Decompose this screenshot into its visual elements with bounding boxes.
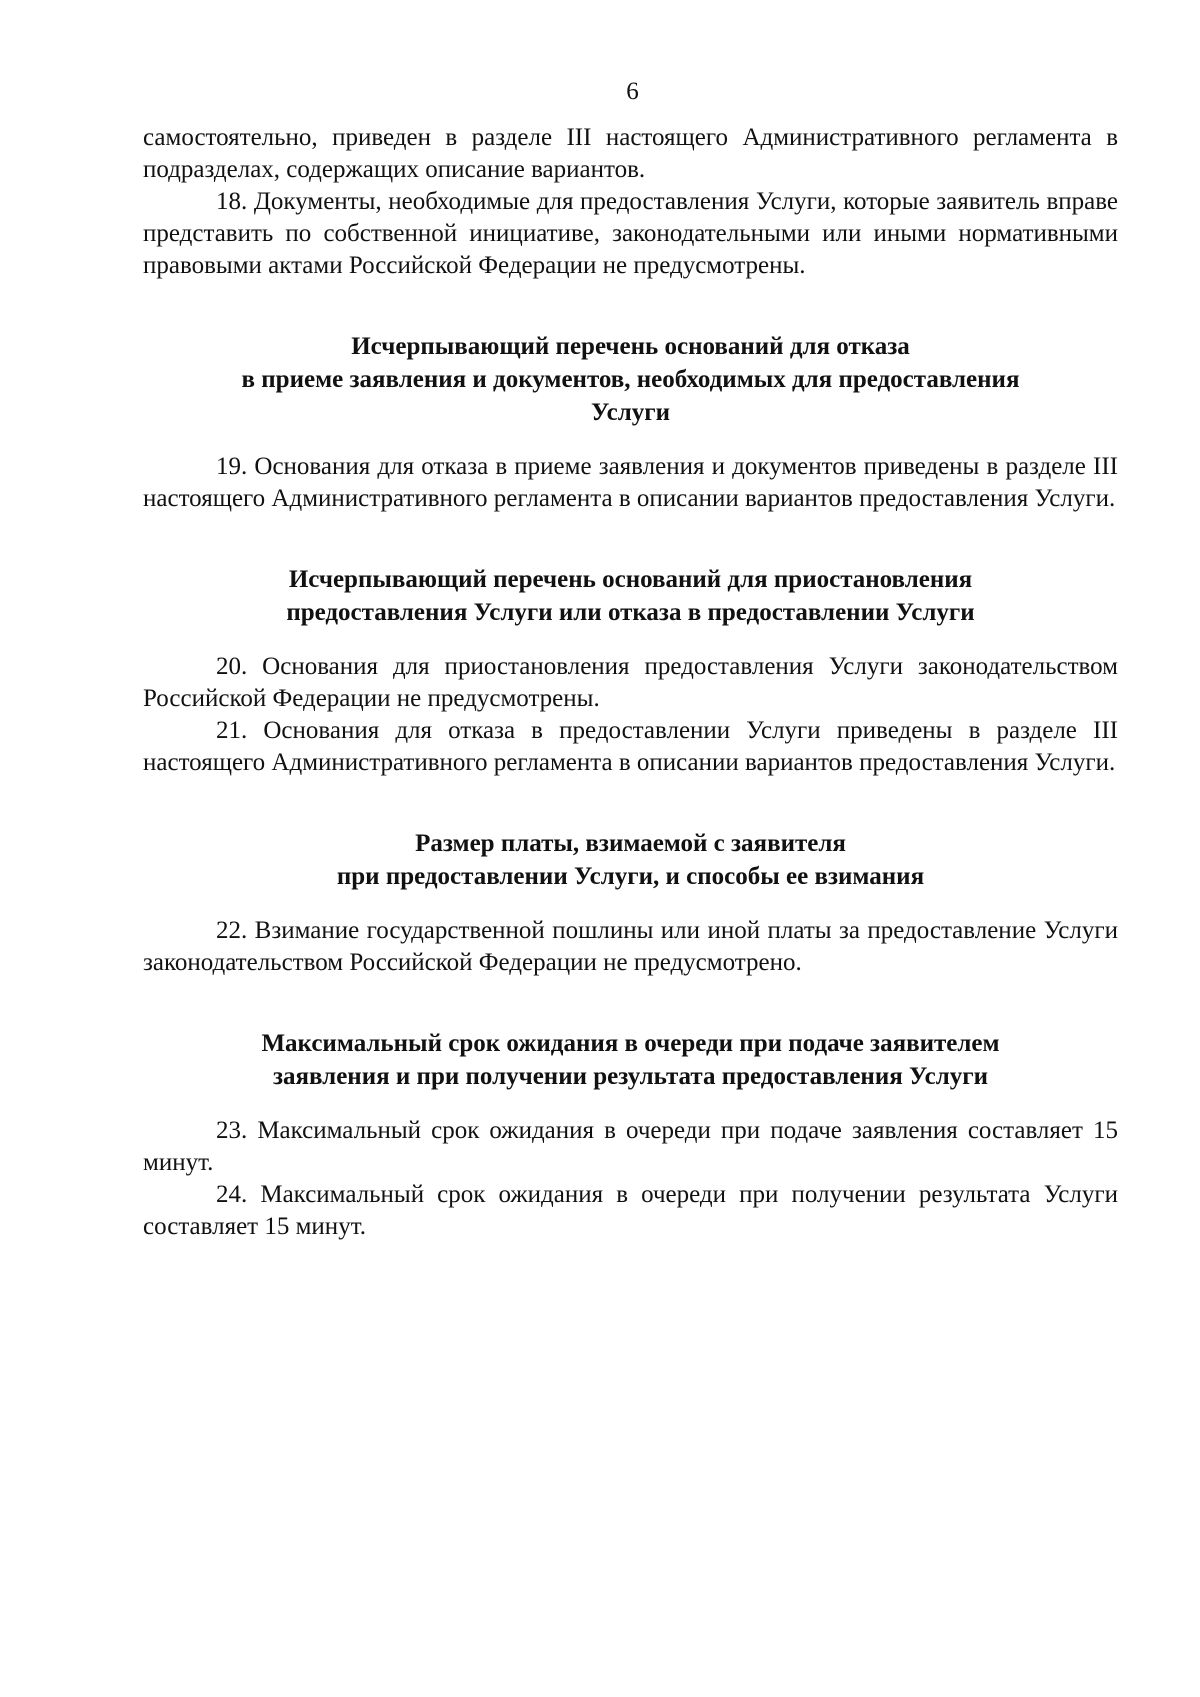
paragraph-24: 24. Максимальный срок ожидания в очереди при получении результата Услуги составляет 15 минут. <box>143 1181 1118 1240</box>
paragraph-19: 19. Основания для отказа в приеме заявления и документов приведены в разделе III настоящего Административного регламента в описании вариантов предоставления Услуги. <box>143 453 1118 512</box>
spacer <box>143 979 1118 1027</box>
spacer <box>143 282 1118 330</box>
section-heading-fee <box>143 827 1118 893</box>
section-heading-refusal-acceptance <box>143 330 1118 429</box>
section-heading-queue-time <box>143 1027 1118 1093</box>
spacer <box>143 1093 1118 1115</box>
heading-line: в приеме заявления и документов, необходимых для предоставления <box>241 366 1020 393</box>
page-number: 6 <box>626 78 639 105</box>
section-heading-suspension-refusal <box>143 563 1118 629</box>
spacer <box>143 893 1118 915</box>
spacer <box>143 515 1118 563</box>
heading-line: предоставления Услуги или отказа в предоставлении Услуги <box>286 599 975 626</box>
paragraph-21: 21. Основания для отказа в предоставлении Услуги приведены в разделе III настоящего Административного регламента в описании вариантов предоставления Услуги. <box>143 717 1118 776</box>
heading-line: Исчерпывающий перечень оснований для приостановления <box>288 566 973 593</box>
heading-line: при предоставлении Услуги, и способы ее взимания <box>336 863 925 890</box>
heading-line: Исчерпывающий перечень оснований для отказа <box>351 333 910 360</box>
heading-line: Максимальный срок ожидания в очереди при подаче заявителем <box>261 1030 1000 1057</box>
paragraph-20: 20. Основания для приостановления предоставления Услуги законодательством Российской Федерации не предусмотрены. <box>143 653 1118 712</box>
paragraph-continuation: самостоятельно, приведен в разделе III настоящего Административного регламента в подразделах, содержащих описание вариантов. <box>143 124 1118 183</box>
spacer <box>143 629 1118 651</box>
paragraph-22: 22. Взимание государственной пошлины или иной платы за предоставление Услуги законодательством Российской Федерации не предусмотрено. <box>143 917 1118 976</box>
paragraph-18: 18. Документы, необходимые для предоставления Услуги, которые заявитель вправе представить по собственной инициативе, законодательными или иными нормативными правовыми актами Российской Федерации не предусмотрены. <box>143 188 1118 279</box>
heading-line: заявления и при получении результата предоставления Услуги <box>272 1063 989 1090</box>
heading-line: Услуги <box>590 399 671 426</box>
spacer <box>143 779 1118 827</box>
paragraph-23: 23. Максимальный срок ожидания в очереди при подаче заявления составляет 15 минут. <box>143 1117 1118 1176</box>
heading-line: Размер платы, взимаемой с заявителя <box>415 830 846 857</box>
spacer <box>143 429 1118 451</box>
